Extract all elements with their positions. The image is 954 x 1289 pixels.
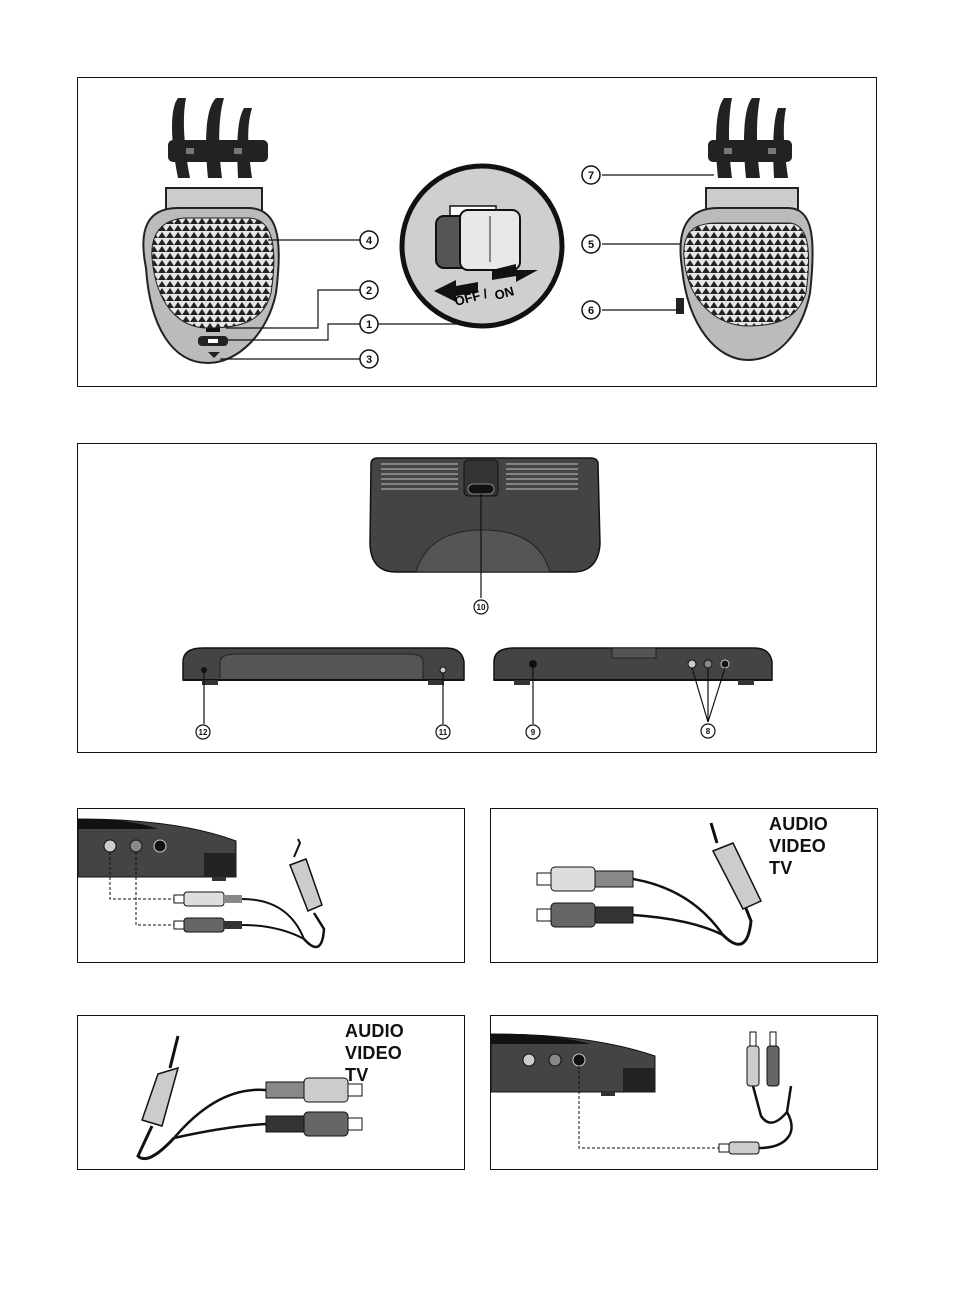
svg-text:10: 10 bbox=[476, 603, 486, 612]
audio-video-tv-label bbox=[769, 813, 828, 879]
callout-8 bbox=[701, 724, 715, 738]
callout-7 bbox=[582, 166, 600, 184]
connection-panel-audio-video-tv-left bbox=[77, 1015, 465, 1170]
svg-text:11: 11 bbox=[438, 728, 448, 737]
callout-10 bbox=[474, 600, 488, 614]
transmitter-top-view bbox=[370, 458, 600, 598]
svg-text:6: 6 bbox=[587, 305, 595, 317]
label-video: VIDEO bbox=[345, 1043, 403, 1063]
label-video: VIDEO bbox=[769, 836, 827, 856]
svg-text:8: 8 bbox=[705, 727, 711, 736]
callout-1 bbox=[360, 315, 378, 333]
headphones-panel bbox=[77, 77, 877, 387]
callout-12 bbox=[196, 725, 210, 739]
callout-2 bbox=[360, 281, 378, 299]
svg-text:7: 7 bbox=[587, 170, 595, 182]
left-earcup-illustration bbox=[143, 98, 278, 363]
svg-text:2: 2 bbox=[365, 285, 373, 297]
svg-text:4: 4 bbox=[365, 235, 373, 247]
label-tv: TV bbox=[345, 1065, 369, 1085]
headphones-diagram bbox=[78, 78, 878, 388]
power-switch-detail bbox=[402, 166, 562, 326]
connection-panel-jack-device bbox=[490, 1015, 878, 1170]
label-audio: AUDIO bbox=[769, 814, 828, 834]
svg-text:9: 9 bbox=[530, 728, 536, 737]
jack-to-device-diagram bbox=[491, 1016, 879, 1171]
audio-video-tv-label-left bbox=[345, 1020, 404, 1086]
switch-off-label: OFF / bbox=[452, 285, 489, 309]
jack-rca-cable-diagram bbox=[78, 1016, 466, 1171]
transmitter-diagram bbox=[78, 444, 878, 754]
connection-panel-rca-device bbox=[77, 808, 465, 963]
transmitter-side-view-left bbox=[183, 648, 464, 724]
transmitter-panel bbox=[77, 443, 877, 753]
callout-11 bbox=[436, 725, 450, 739]
transmitter-side-view-right bbox=[494, 648, 772, 724]
switch-on-label: ON bbox=[492, 283, 516, 303]
rca-to-device-diagram bbox=[78, 809, 466, 964]
label-tv: TV bbox=[769, 858, 793, 878]
connection-panel-audio-video-tv-right bbox=[490, 808, 878, 963]
svg-text:1: 1 bbox=[365, 319, 373, 331]
callout-4 bbox=[360, 231, 378, 249]
label-audio: AUDIO bbox=[345, 1021, 404, 1041]
svg-text:3: 3 bbox=[365, 354, 373, 366]
svg-text:12: 12 bbox=[198, 728, 208, 737]
svg-text:5: 5 bbox=[587, 239, 595, 251]
callout-9 bbox=[526, 725, 540, 739]
callout-5 bbox=[582, 235, 600, 253]
callout-6 bbox=[582, 301, 600, 319]
right-earcup-illustration bbox=[676, 98, 813, 360]
callout-3 bbox=[360, 350, 378, 368]
